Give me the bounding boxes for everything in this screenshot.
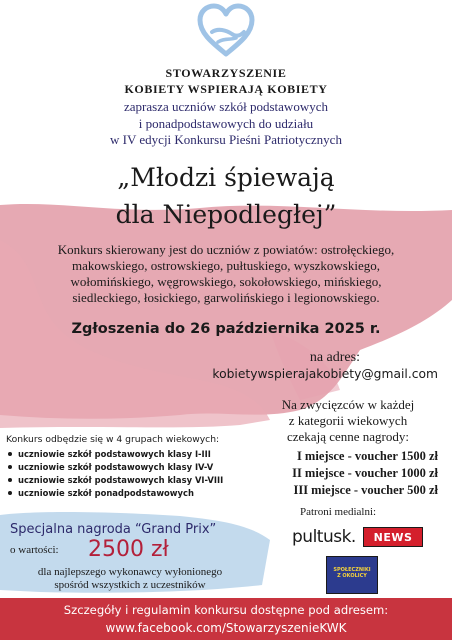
prizes-intro-line: czekają cenne nagrody: — [287, 429, 409, 444]
grand-prix-title: Specjalna nagroda “Grand Prix” — [10, 522, 217, 537]
grand-prix-description — [10, 566, 250, 592]
description-line: Konkurs skierowany jest do uczniów z powiatów: ostrołęckiego, — [57, 242, 395, 257]
prize-first-place: I miejsce - voucher 1500 zł — [296, 449, 438, 463]
contact-email-link[interactable]: kobietywspierajakobiety@gmail.com — [212, 367, 438, 381]
grand-prix-amount: 2500 zł — [88, 537, 169, 562]
prizes-intro-line: z kategorii wiekowych — [288, 413, 408, 428]
bullet-dot-icon — [8, 452, 12, 456]
age-group-label: uczniowie szkół ponadpodstawowych — [18, 488, 194, 498]
contest-description — [14, 242, 438, 306]
invitation-line: w IV edycji Konkursu Pieśni Patriotycznych — [110, 132, 342, 147]
list-item — [8, 448, 223, 461]
grand-prix-desc-line: dla najlepszego wykonawcy wyłonionego — [37, 566, 223, 578]
invitation-text — [0, 99, 452, 149]
registration-deadline: Zgłoszenia do 26 października 2025 r. — [71, 321, 381, 337]
spoleczniki-logo-text — [326, 567, 378, 579]
grand-prix-desc-line: spośród wszystkich z uczestników — [54, 579, 206, 591]
spoleczniki-line: Z OKOLICY — [337, 573, 367, 579]
age-groups-list — [8, 448, 223, 500]
contest-title-line1: „Młodzi śpiewają — [117, 163, 335, 192]
description-line: siedleckiego, łosickiego, garwolińskiego i legionowskiego. — [72, 290, 380, 305]
age-group-label: uczniowie szkół podstawowych klasy VI-VIII — [18, 475, 224, 485]
bullet-dot-icon — [8, 465, 12, 469]
media-patrons-label: Patroni medialni: — [300, 506, 377, 518]
organization-name-line2: KOBIETY WSPIERAJĄ KOBIETY — [124, 82, 328, 96]
prizes-intro-line: Na zwycięzców w każdej — [281, 397, 415, 412]
description-line: wołomińskiego, węgrowskiego, sokołowskiego, mińskiego, — [70, 274, 382, 289]
list-item — [8, 461, 223, 474]
facebook-link[interactable]: www.facebook.com/StowarzyszenieKWK — [105, 621, 347, 635]
bullet-dot-icon — [8, 491, 12, 495]
age-group-label: uczniowie szkół podstawowych klasy IV-V — [18, 462, 214, 472]
organization-name-line1: STOWARZYSZENIE — [165, 66, 287, 80]
news-logo-label: NEWS — [373, 530, 413, 544]
spoleczniki-line: SPOŁECZNIKI — [333, 567, 371, 573]
prize-third-place: III miejsce - voucher 500 zł — [293, 483, 438, 497]
list-item — [8, 487, 223, 500]
contest-title-line2: dla Niepodległej” — [115, 200, 337, 229]
pultusk-news-logo[interactable] — [363, 527, 423, 547]
invitation-line: zaprasza uczniów szkół podstawowych — [124, 99, 328, 114]
list-item — [8, 474, 223, 487]
prize-second-place: II miejsce - voucher 1000 zł — [292, 466, 438, 480]
prizes-intro — [250, 397, 446, 445]
description-line: makowskiego, ostrowskiego, pułtuskiego, wyszkowskiego, — [71, 258, 380, 273]
grand-prix-value-label: o wartości: — [10, 544, 59, 556]
heart-hands-icon — [194, 2, 258, 60]
bullet-dot-icon — [8, 478, 12, 482]
pultusk-news-logo-text[interactable]: pultusk. — [292, 527, 356, 547]
address-label: na adres: — [309, 350, 360, 365]
invitation-line: i ponadpodstawowych do udziału — [138, 115, 314, 131]
age-group-label: uczniowie szkół podstawowych klasy I-III — [18, 449, 211, 459]
footer-info-text: Szczegóły i regulamin konkursu dostępne pod adresem: — [63, 603, 389, 617]
age-groups-intro: Konkurs odbędzie się w 4 grupach wiekowych: — [6, 434, 220, 445]
